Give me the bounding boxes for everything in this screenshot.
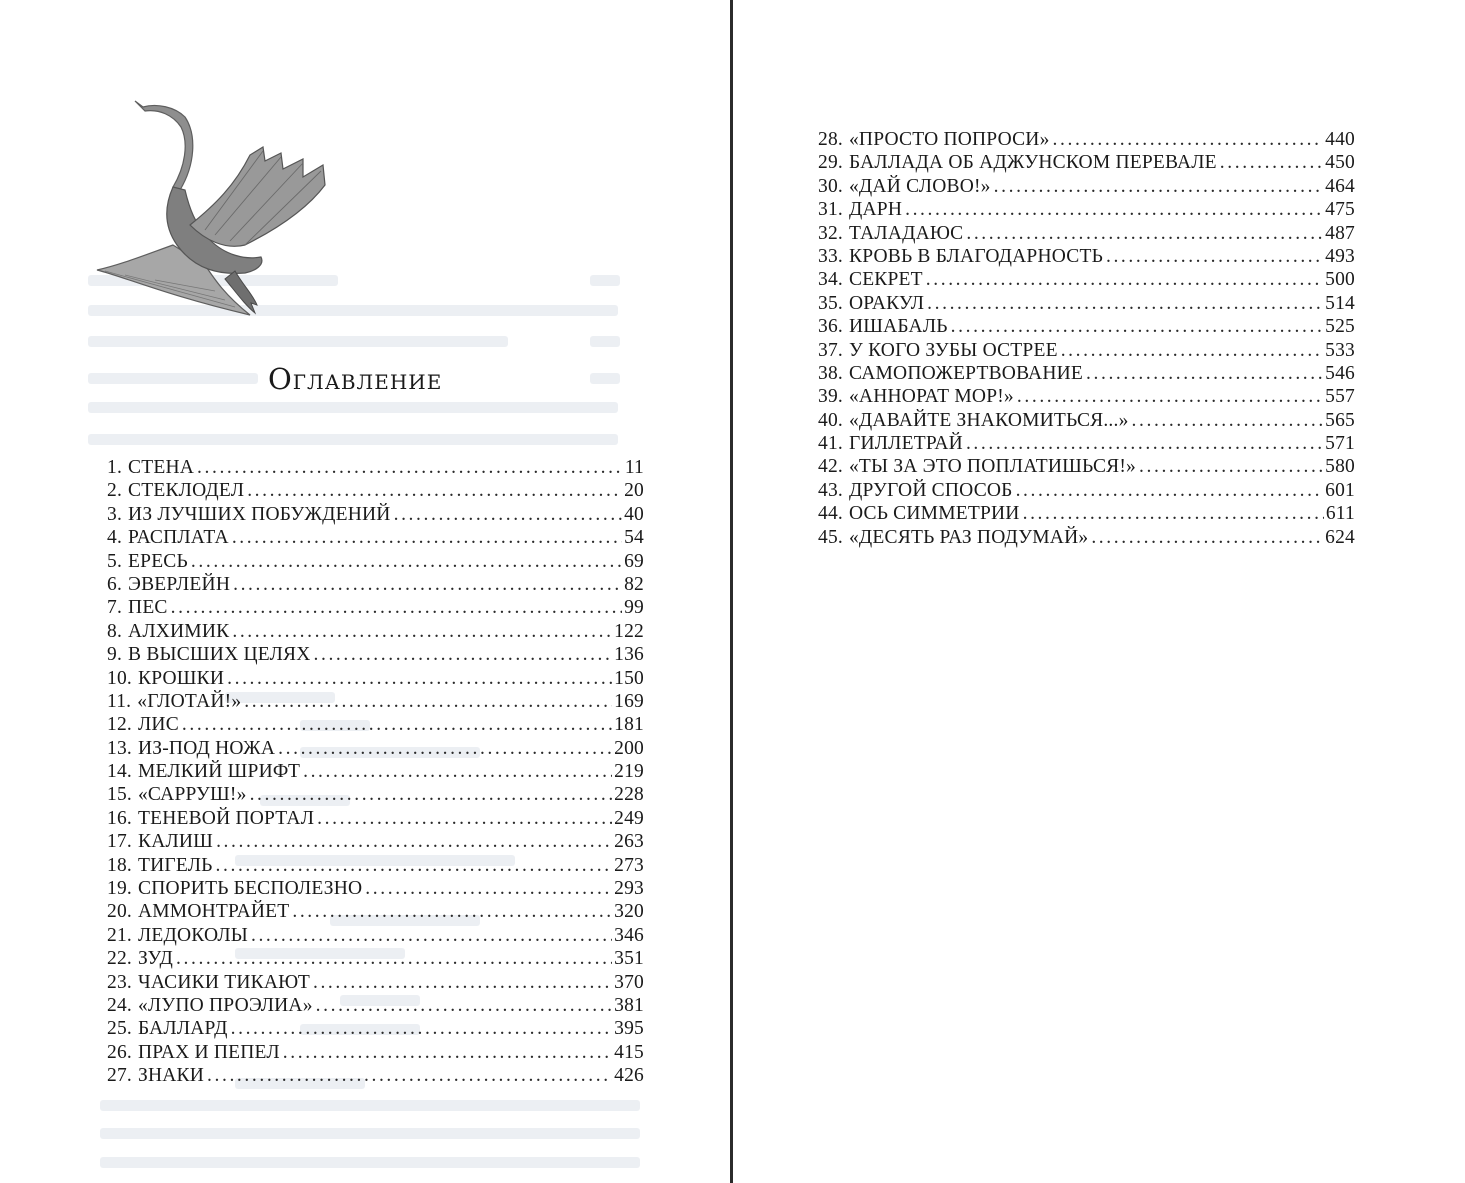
dot-leader xyxy=(191,550,622,573)
page-number: 611 xyxy=(1325,503,1355,525)
dot-leader xyxy=(951,315,1323,338)
dot-leader xyxy=(1053,128,1324,151)
left-page xyxy=(0,0,730,1183)
toc-entry xyxy=(818,292,1355,315)
dot-leader xyxy=(244,690,612,713)
chapter-title: ИЗ ЛУЧШИХ ПОБУЖДЕНИЙ xyxy=(128,503,391,525)
chapter-number: 38. xyxy=(818,362,843,384)
dot-leader xyxy=(927,292,1323,315)
chapter-title: «ДЕСЯТЬ РАЗ ПОДУМАЙ» xyxy=(848,526,1089,548)
toc-entry xyxy=(818,385,1355,408)
toc-list-left xyxy=(107,456,644,1088)
chapter-title: «ПРОСТО ПОПРОСИ» xyxy=(848,129,1050,150)
toc-entry xyxy=(107,877,644,900)
page-number: 273 xyxy=(614,854,644,876)
chapter-title: ЧАСИКИ ТИКАЮТ xyxy=(137,971,310,993)
chapter-number: 13. xyxy=(107,737,132,759)
page-number: 136 xyxy=(614,644,644,666)
chapter-number: 17. xyxy=(107,831,132,853)
toc-entry xyxy=(818,198,1355,221)
page-number: 122 xyxy=(614,620,644,642)
chapter-title: АЛХИМИК xyxy=(128,620,230,642)
chapter-number: 23. xyxy=(107,971,132,993)
chapter-number: 6. xyxy=(107,573,123,595)
dot-leader xyxy=(1016,479,1324,502)
chapter-number: 10. xyxy=(107,667,132,689)
dot-leader xyxy=(1086,362,1323,385)
page-number: 514 xyxy=(1325,292,1355,314)
chapter-number: 12. xyxy=(107,714,132,736)
page-number: 293 xyxy=(614,878,644,900)
chapter-number: 32. xyxy=(818,222,843,244)
chapter-number: 19. xyxy=(107,878,132,900)
page-number: 263 xyxy=(614,831,644,853)
page-number: 546 xyxy=(1325,362,1355,384)
chapter-number: 5. xyxy=(107,550,123,572)
page-number: 249 xyxy=(614,807,644,829)
toc-entry xyxy=(107,760,644,783)
chapter-number: 39. xyxy=(818,386,843,408)
chapter-number: 36. xyxy=(818,316,843,338)
page-number: 580 xyxy=(1325,456,1355,478)
toc-entry xyxy=(107,526,644,549)
toc-entry xyxy=(107,620,644,643)
toc-entry xyxy=(107,596,644,619)
chapter-number: 31. xyxy=(818,199,843,221)
chapter-title: ЗУД xyxy=(137,948,174,970)
page-number: 54 xyxy=(624,527,644,549)
chapter-title: «ЛУПО ПРОЭЛИА» xyxy=(137,994,313,1016)
dot-leader xyxy=(926,268,1323,291)
dot-leader xyxy=(232,620,612,643)
chapter-number: 20. xyxy=(107,901,132,923)
chapter-title: «САРРУШ!» xyxy=(137,784,247,806)
dot-leader xyxy=(233,573,622,596)
toc-entry xyxy=(818,268,1355,291)
chapter-title: АММОНТРАЙЕТ xyxy=(137,901,290,923)
dot-leader xyxy=(171,596,622,619)
page-number: 395 xyxy=(614,1018,644,1040)
chapter-title: САМОПОЖЕРТВОВАНИЕ xyxy=(848,362,1084,384)
dot-leader xyxy=(251,924,612,947)
page-number: 69 xyxy=(624,550,644,572)
toc-entry xyxy=(107,971,644,994)
chapter-title: ГИЛЛЕТРАЙ xyxy=(848,433,963,455)
page-number: 200 xyxy=(614,737,644,759)
page-number: 525 xyxy=(1325,316,1355,338)
chapter-title: ЗНАКИ xyxy=(137,1065,205,1087)
dot-leader xyxy=(1061,339,1323,362)
chapter-title: ИШАБАЛЬ xyxy=(848,316,948,338)
chapter-title: БАЛЛАДА ОБ АДЖУНСКОМ ПЕРЕВАЛЕ xyxy=(848,152,1217,174)
chapter-title: ЛЕДОКОЛЫ xyxy=(137,924,248,946)
chapter-title: ТЕНЕВОЙ ПОРТАЛ xyxy=(137,807,315,829)
dot-leader xyxy=(216,830,612,853)
page-number: 370 xyxy=(614,971,644,993)
dot-leader xyxy=(905,198,1323,221)
page-number: 11 xyxy=(624,457,644,478)
chapter-title: СПОРИТЬ БЕСПОЛЕЗНО xyxy=(137,878,363,900)
chapter-title: РАСПЛАТА xyxy=(128,527,229,549)
chapter-number: 1. xyxy=(107,457,123,478)
dot-leader xyxy=(232,526,622,549)
page-number: 487 xyxy=(1325,222,1355,244)
chapter-title: КАЛИШ xyxy=(137,831,214,853)
dot-leader xyxy=(966,222,1323,245)
dot-leader xyxy=(176,947,612,970)
page-number: 464 xyxy=(1325,175,1355,197)
page-number: 381 xyxy=(614,994,644,1016)
chapter-number: 40. xyxy=(818,409,843,431)
chapter-title: ЕРЕСЬ xyxy=(128,550,188,572)
page-number: 228 xyxy=(614,784,644,806)
right-page xyxy=(733,0,1465,1183)
chapter-number: 41. xyxy=(818,433,843,455)
toc-entry xyxy=(107,947,644,970)
chapter-title: В ВЫСШИХ ЦЕЛЯХ xyxy=(128,644,311,666)
toc-list-right xyxy=(818,128,1355,549)
page-number: 219 xyxy=(614,761,644,783)
dot-leader xyxy=(247,479,622,502)
chapter-title: СТЕКЛОДЕЛ xyxy=(128,480,245,502)
chapter-title: «АННОРАТ МОР!» xyxy=(848,386,1014,408)
toc-entry xyxy=(107,550,644,573)
page-number: 500 xyxy=(1325,269,1355,291)
chapter-number: 7. xyxy=(107,597,123,619)
chapter-number: 34. xyxy=(818,269,843,291)
chapter-title: ТИГЕЛЬ xyxy=(137,854,213,876)
toc-entry xyxy=(107,713,644,736)
page-number: 169 xyxy=(614,690,644,712)
chapter-number: 21. xyxy=(107,924,132,946)
page-number: 493 xyxy=(1325,245,1355,267)
toc-entry xyxy=(107,900,644,923)
toc-entry xyxy=(818,128,1355,151)
toc-entry xyxy=(107,456,644,479)
dot-leader xyxy=(365,877,612,900)
page-number: 320 xyxy=(614,901,644,923)
dot-leader xyxy=(1017,385,1323,408)
chapter-number: 16. xyxy=(107,807,132,829)
dot-leader xyxy=(316,994,613,1017)
page-number: 533 xyxy=(1325,339,1355,361)
chapter-title: СЕКРЕТ xyxy=(848,269,923,291)
chapter-number: 28. xyxy=(818,129,843,150)
toc-entry xyxy=(818,409,1355,432)
page-number: 450 xyxy=(1325,152,1355,174)
toc-entry xyxy=(818,315,1355,338)
dot-leader xyxy=(994,175,1324,198)
chapter-title: ТАЛАДАЮС xyxy=(848,222,964,244)
dot-leader xyxy=(227,667,612,690)
chapter-number: 42. xyxy=(818,456,843,478)
dot-leader xyxy=(394,503,623,526)
dot-leader xyxy=(182,713,612,736)
dot-leader xyxy=(314,643,613,666)
toc-entry xyxy=(107,503,644,526)
dragon-icon xyxy=(85,95,345,325)
chapter-title: ЛИС xyxy=(137,714,179,736)
chapter-number: 45. xyxy=(818,526,843,548)
chapter-title: КРОШКИ xyxy=(137,667,225,689)
chapter-number: 30. xyxy=(818,175,843,197)
chapter-title: ДАРН xyxy=(848,199,903,221)
dot-leader xyxy=(966,432,1323,455)
toc-entry xyxy=(107,830,644,853)
toc-entry xyxy=(107,737,644,760)
toc-entry xyxy=(818,455,1355,478)
toc-entry xyxy=(818,362,1355,385)
toc-entry xyxy=(107,573,644,596)
toc-entry xyxy=(818,432,1355,455)
dot-leader xyxy=(303,760,612,783)
chapter-title: КРОВЬ В БЛАГОДАРНОСТЬ xyxy=(848,245,1103,267)
dot-leader xyxy=(1091,526,1323,549)
toc-title: Оглавление xyxy=(268,362,443,396)
toc-entry xyxy=(818,479,1355,502)
chapter-number: 14. xyxy=(107,761,132,783)
chapter-number: 25. xyxy=(107,1018,132,1040)
chapter-number: 2. xyxy=(107,480,123,502)
chapter-title: ДРУГОЙ СПОСОБ xyxy=(848,479,1013,501)
page-number: 150 xyxy=(614,667,644,689)
chapter-number: 43. xyxy=(818,479,843,501)
dot-leader xyxy=(313,971,612,994)
page-number: 20 xyxy=(624,480,644,502)
chapter-number: 18. xyxy=(107,854,132,876)
chapter-number: 3. xyxy=(107,503,123,525)
chapter-number: 11. xyxy=(107,690,132,712)
dot-leader xyxy=(231,1017,613,1040)
chapter-title: МЕЛКИЙ ШРИФТ xyxy=(137,761,301,783)
toc-entry xyxy=(107,667,644,690)
chapter-number: 9. xyxy=(107,644,123,666)
page-number: 346 xyxy=(614,924,644,946)
toc-entry xyxy=(107,807,644,830)
page-number: 99 xyxy=(624,597,644,619)
dot-leader xyxy=(1023,502,1324,525)
page-number: 624 xyxy=(1325,526,1355,548)
chapter-number: 8. xyxy=(107,620,123,642)
chapter-number: 35. xyxy=(818,292,843,314)
toc-entry xyxy=(107,994,644,1017)
chapter-number: 33. xyxy=(818,245,843,267)
dot-leader xyxy=(250,783,613,806)
dot-leader xyxy=(1139,455,1323,478)
page-number: 571 xyxy=(1325,433,1355,455)
page-number: 475 xyxy=(1325,199,1355,221)
chapter-number: 24. xyxy=(107,994,132,1016)
chapter-title: ИЗ-ПОД НОЖА xyxy=(137,737,276,759)
page-number: 181 xyxy=(614,714,644,736)
toc-entry xyxy=(107,924,644,947)
page-number: 565 xyxy=(1325,409,1355,431)
chapter-number: 37. xyxy=(818,339,843,361)
page-number: 426 xyxy=(614,1065,644,1087)
dot-leader xyxy=(216,854,613,877)
toc-entry xyxy=(107,854,644,877)
dot-leader xyxy=(1220,151,1323,174)
chapter-title: У КОГО ЗУБЫ ОСТРЕЕ xyxy=(848,339,1058,361)
chapter-title: ОРАКУЛ xyxy=(848,292,925,314)
chapter-number: 4. xyxy=(107,527,123,549)
toc-entry xyxy=(818,339,1355,362)
toc-entry xyxy=(818,245,1355,268)
toc-entry xyxy=(818,526,1355,549)
dot-leader xyxy=(197,456,623,479)
toc-entry xyxy=(107,479,644,502)
page-number: 601 xyxy=(1325,479,1355,501)
toc-entry xyxy=(107,1064,644,1087)
chapter-title: СТЕНА xyxy=(128,457,195,478)
toc-entry xyxy=(107,643,644,666)
page-number: 40 xyxy=(624,503,644,525)
toc-entry xyxy=(818,222,1355,245)
page-number: 82 xyxy=(624,573,644,595)
dot-leader xyxy=(207,1064,612,1087)
toc-entry xyxy=(107,690,644,713)
chapter-number: 27. xyxy=(107,1065,132,1087)
dot-leader xyxy=(1106,245,1323,268)
chapter-number: 15. xyxy=(107,784,132,806)
chapter-title: ЭВЕРЛЕЙН xyxy=(128,573,231,595)
chapter-title: ОСЬ СИММЕТРИИ xyxy=(848,503,1020,525)
chapter-number: 44. xyxy=(818,503,843,525)
dot-leader xyxy=(292,900,612,923)
toc-entry xyxy=(818,151,1355,174)
dot-leader xyxy=(278,737,612,760)
chapter-title: ПЕС xyxy=(128,597,168,619)
toc-entry xyxy=(107,1017,644,1040)
page-number: 415 xyxy=(614,1041,644,1063)
chapter-title: БАЛЛАРД xyxy=(137,1018,228,1040)
chapter-title: «ГЛОТАЙ!» xyxy=(137,690,242,712)
toc-entry xyxy=(107,1041,644,1064)
page-number: 351 xyxy=(614,948,644,970)
toc-entry xyxy=(818,502,1355,525)
page-number: 440 xyxy=(1325,129,1355,150)
chapter-number: 29. xyxy=(818,152,843,174)
chapter-number: 22. xyxy=(107,948,132,970)
dot-leader xyxy=(317,807,612,830)
chapter-title: «ДАЙ СЛОВО!» xyxy=(848,175,991,197)
chapter-title: «ДАВАЙТЕ ЗНАКОМИТЬСЯ...» xyxy=(848,409,1129,431)
toc-entry xyxy=(107,783,644,806)
dot-leader xyxy=(1132,409,1324,432)
dot-leader xyxy=(283,1041,612,1064)
chapter-number: 26. xyxy=(107,1041,132,1063)
page-number: 557 xyxy=(1325,386,1355,408)
toc-entry xyxy=(818,175,1355,198)
chapter-title: ПРАХ И ПЕПЕЛ xyxy=(137,1041,280,1063)
chapter-title: «ТЫ ЗА ЭТО ПОПЛАТИШЬСЯ!» xyxy=(848,456,1137,478)
